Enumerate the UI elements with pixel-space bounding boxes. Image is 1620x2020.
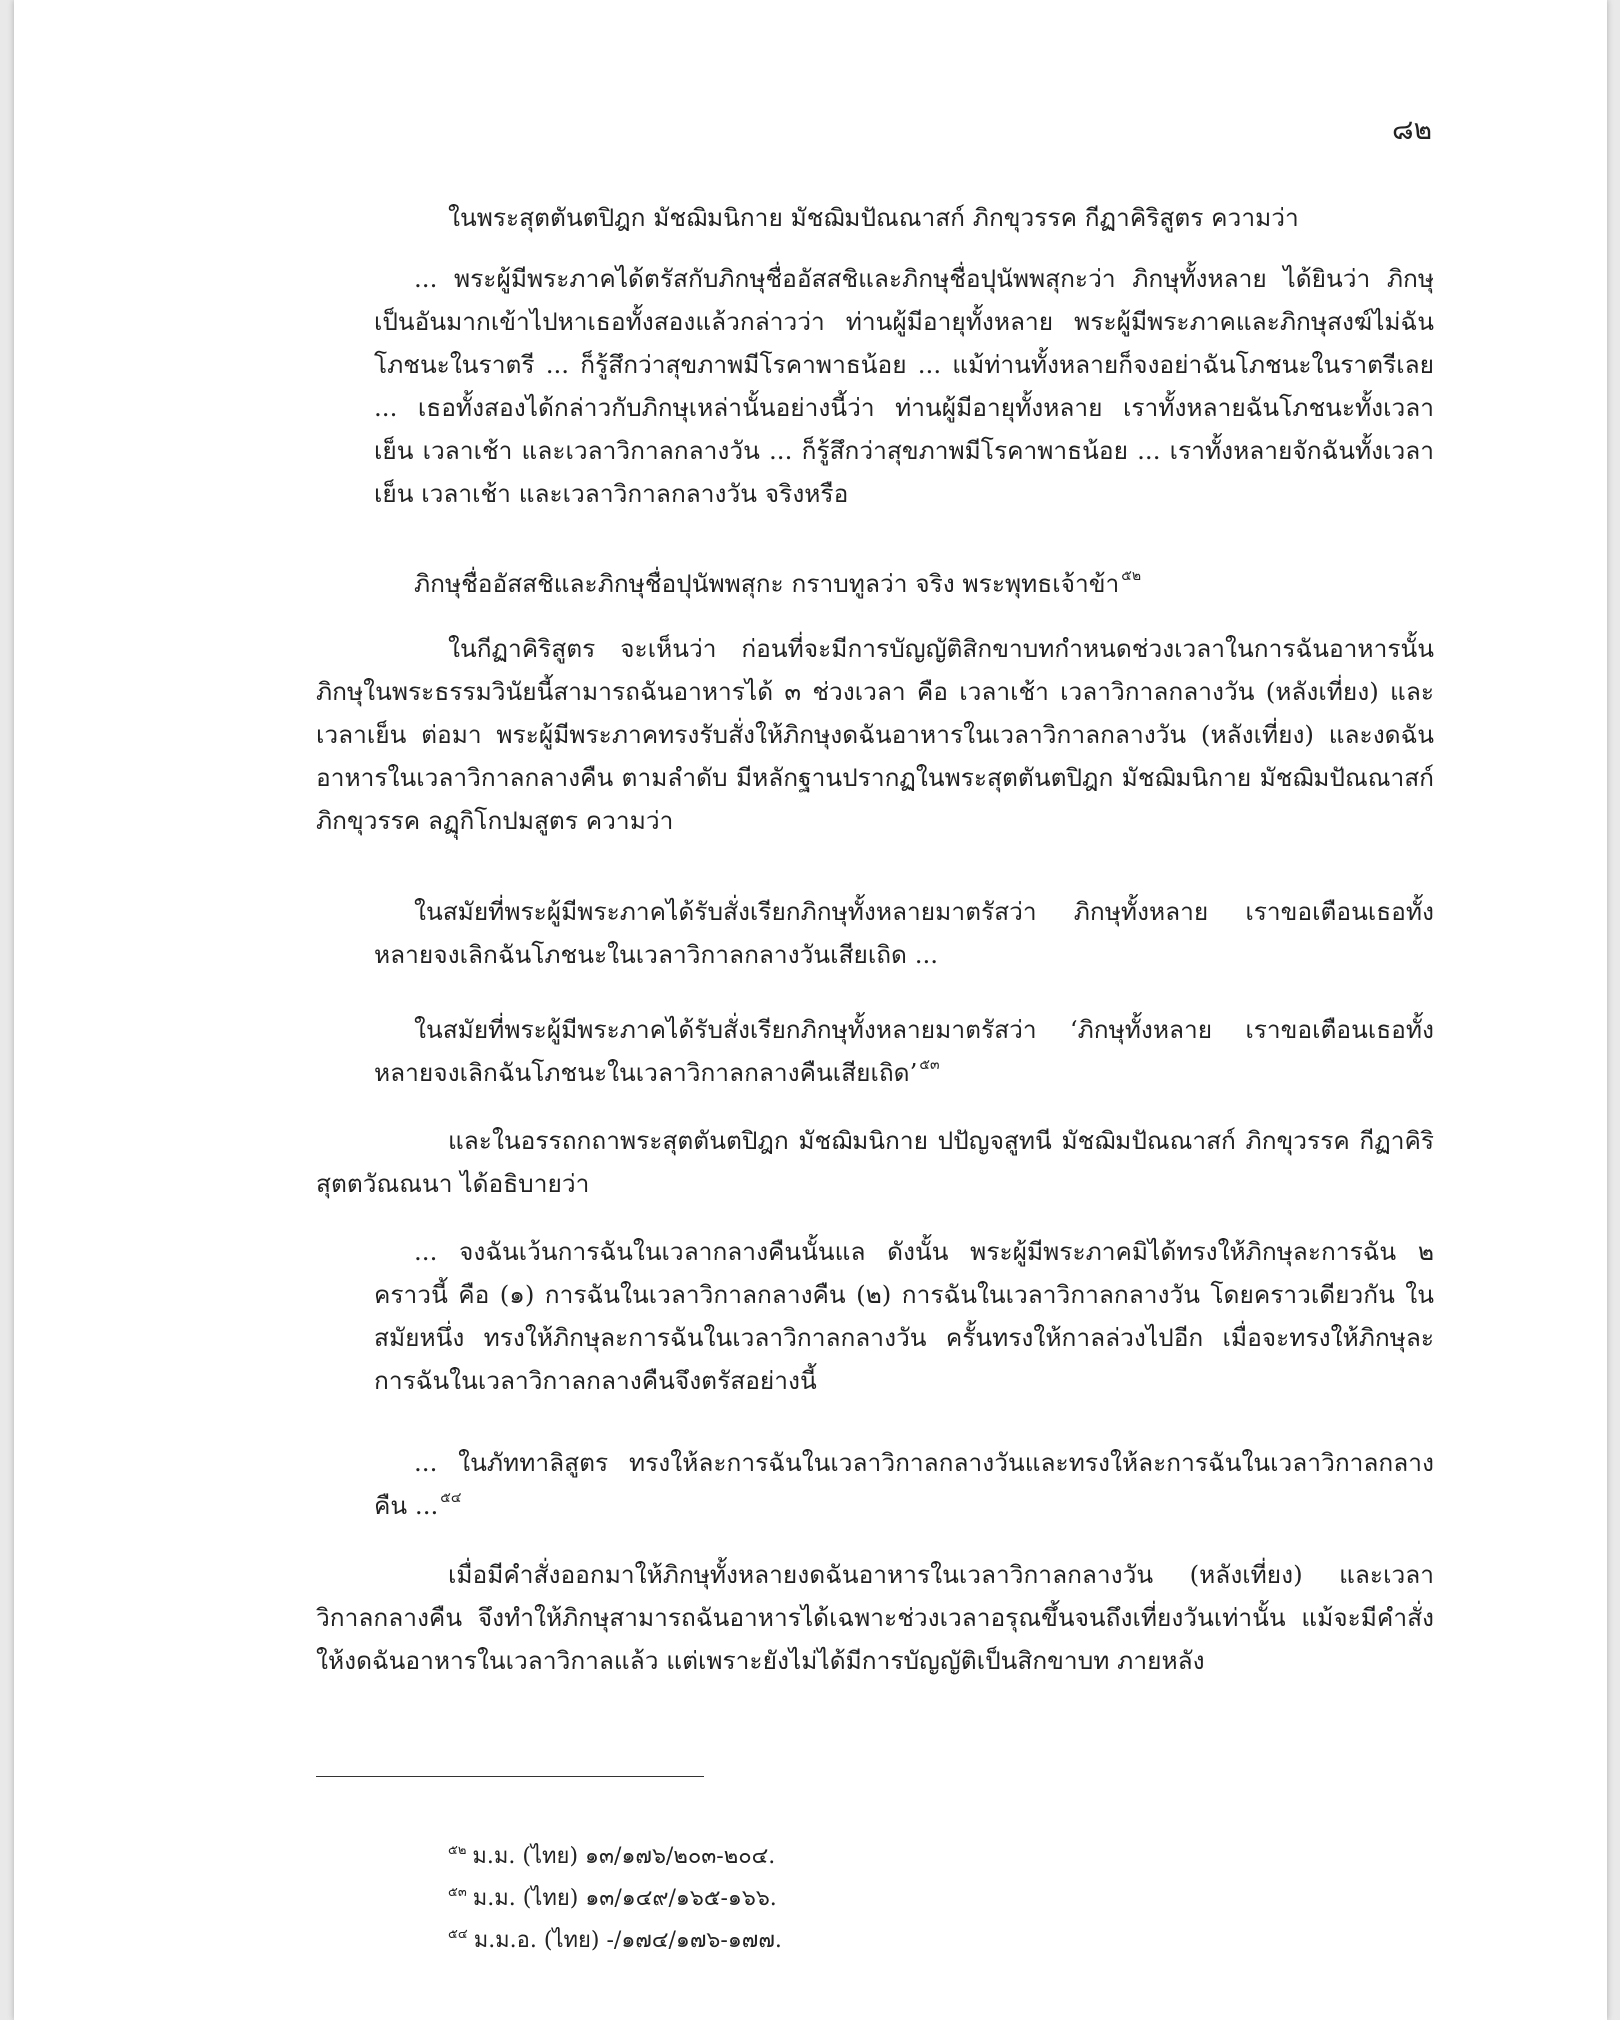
footnote-ref-54: ๕๔ xyxy=(440,1490,462,1506)
quote-latukikopama-1: ในสมัยที่พระผู้มีพระภาคได้รับสั่งเรียกภิกษุทั้งหลายมาตรัสว่า ภิกษุทั้งหลาย เราขอเตือนเธอทั้งหลายจงเลิกฉันโภชนะในเวลาวิกาลกลางวันเสียเถิด ... xyxy=(374,897,1434,969)
quote-bhaddali xyxy=(374,1441,1434,1532)
quote-bhaddali-text: ... ในภัททาลิสูตร ทรงให้ละการฉันในเวลาวิกาลกลางวันและทรงให้ละการฉันในเวลาวิกาลกลางคืน ... xyxy=(374,1448,1434,1520)
document-page xyxy=(14,0,1607,2020)
footnote-text: ม.ม. (ไทย) ๑๓/๑๗๖/๒๐๓-๒๐๔. xyxy=(472,1844,776,1869)
footnote-text: ม.ม.อ. (ไทย) -/๑๗๔/๑๗๖-๑๗๗. xyxy=(473,1928,782,1953)
footnote-mark: ๕๔ xyxy=(448,1927,468,1942)
quote-latukikopama-2-text: ในสมัยที่พระผู้มีพระภาคได้รับสั่งเรียกภิกษุทั้งหลายมาตรัสว่า ‘ภิกษุทั้งหลาย เราขอเตือนเธอทั้งหลายจงเลิกฉันโภชนะในเวลาวิกาลกลางคืนเสียเถิด’ xyxy=(374,1015,1434,1087)
quote-kitagiri-reply xyxy=(374,562,1434,610)
footnote-54 xyxy=(448,1926,782,1959)
quote-kitagiri-sutta: ... พระผู้มีพระภาคได้ตรัสกับภิกษุชื่ออัสสชิและภิกษุชื่อปุนัพพสุกะว่า ภิกษุทั้งหลาย ได้ยินว่า ภิกษุเป็นอันมากเข้าไปหาเธอทั้งสองแล้วกล่าวว่า ท่านผู้มีอายุทั้งหลาย พระผู้มีพระภาคและภิกษุสงฆ์ไม่ฉันโภชนะในราตรี ... ก็รู้สึกว่าสุขภาพมีโรคาพาธน้อย ... แม้ท่านทั้งหลายก็จงอย่าฉันโภชนะในราตรีเลย ... เธอทั้งสองได้กล่าวกับภิกษุเหล่านั้นอย่างนี้ว่า ท่านผู้มีอายุทั้งหลาย เราทั้งหลายฉันโภชนะทั้งเวลาเย็น เวลาเช้า และเวลาวิกาลกลางวัน ... ก็รู้สึกว่าสุขภาพมีโรคาพาธน้อย ... เราทั้งหลายจักฉันทั้งเวลาเย็น เวลาเช้า และเวลาวิกาลกลางวัน จริงหรือ xyxy=(374,264,1434,508)
paragraph-conclusion: เมื่อมีคำสั่งออกมาให้ภิกษุทั้งหลายงดฉันอาหารในเวลาวิกาลกลางวัน (หลังเที่ยง) และเวลาวิกาลกลางคืน จึงทำให้ภิกษุสามารถฉันอาหารได้เฉพาะช่วงเวลาอรุณขึ้นจนถึงเที่ยงวันเท่านั้น แม้จะมีคำสั่งให้งดฉันอาหารในเวลาวิกาลแล้ว แต่เพราะยังไม่ได้มีการบัญญัติเป็นสิกขาบท ภายหลัง xyxy=(316,1560,1434,1675)
page-number: ๘๒ xyxy=(1392,113,1433,146)
paragraph-analysis: ในกีฏาคิริสูตร จะเห็นว่า ก่อนที่จะมีการบัญญัติสิกขาบทกำหนดช่วงเวลาในการฉันอาหารนั้น ภิกษุในพระธรรมวินัยนี้สามารถฉันอาหารได้ ๓ ช่วงเวลา คือ เวลาเช้า เวลาวิกาลกลางวัน (หลังเที่ยง) และเวลาเย็น ต่อมา พระผู้มีพระภาคทรงรับสั่งให้ภิกษุงดฉันอาหารในเวลาวิกาลกลางวัน (หลังเที่ยง) และงดฉันอาหารในเวลาวิกาลกลางคืน ตามลำดับ มีหลักฐานปรากฏในพระสุตตันตปิฎก มัชฌิมนิกาย มัชฌิมปัณณาสก์ ภิกขุวรรค ลฏุกิโกปมสูตร ความว่า xyxy=(316,634,1434,835)
paragraph-intro-kitagiri: ในพระสุตตันตปิฎก มัชฌิมนิกาย มัชฌิมปัณณาสก์ ภิกขุวรรค กีฏาคิริสูตร ความว่า xyxy=(448,203,1299,232)
footnote-separator xyxy=(316,1776,704,1777)
quote-commentary: ... จงฉันเว้นการฉันในเวลากลางคืนนั้นแล ดังนั้น พระผู้มีพระภาคมิได้ทรงให้ภิกษุละการฉัน ๒ คราวนี้ คือ (๑) การฉันในเวลาวิกาลกลางคืน (๒) การฉันในเวลาวิกาลกลางวัน โดยคราวเดียวกัน ในสมัยหนึ่ง ทรงให้ภิกษุละการฉันในเวลาวิกาลกลางวัน ครั้นทรงให้กาลล่วงไปอีก เมื่อจะทรงให้ภิกษุละการฉันในเวลาวิกาลกลางคืนจึงตรัสอย่างนี้ xyxy=(374,1237,1434,1395)
footnote-ref-53: ๕๓ xyxy=(919,1057,940,1073)
footnote-52 xyxy=(448,1842,775,1875)
footnote-ref-52: ๕๒ xyxy=(1121,568,1142,584)
footnote-text: ม.ม. (ไทย) ๑๓/๑๔๙/๑๖๕-๑๖๖. xyxy=(472,1886,777,1911)
paragraph-commentary-intro: และในอรรถกถาพระสุตตันตปิฎก มัชฌิมนิกาย ปปัญจสูทนี มัชฌิมปัณณาสก์ ภิกขุวรรค กีฏาคิริสุตตวัณณนา ได้อธิบายว่า xyxy=(316,1126,1434,1198)
quote-kitagiri-reply-text: ภิกษุชื่ออัสสชิและภิกษุชื่อปุนัพพสุกะ กราบทูลว่า จริง พระพุทธเจ้าข้า xyxy=(414,569,1120,598)
footnote-53 xyxy=(448,1884,777,1917)
footnote-mark: ๕๒ xyxy=(448,1843,467,1858)
quote-latukikopama-2 xyxy=(374,1008,1434,1099)
footnote-mark: ๕๓ xyxy=(448,1885,467,1900)
